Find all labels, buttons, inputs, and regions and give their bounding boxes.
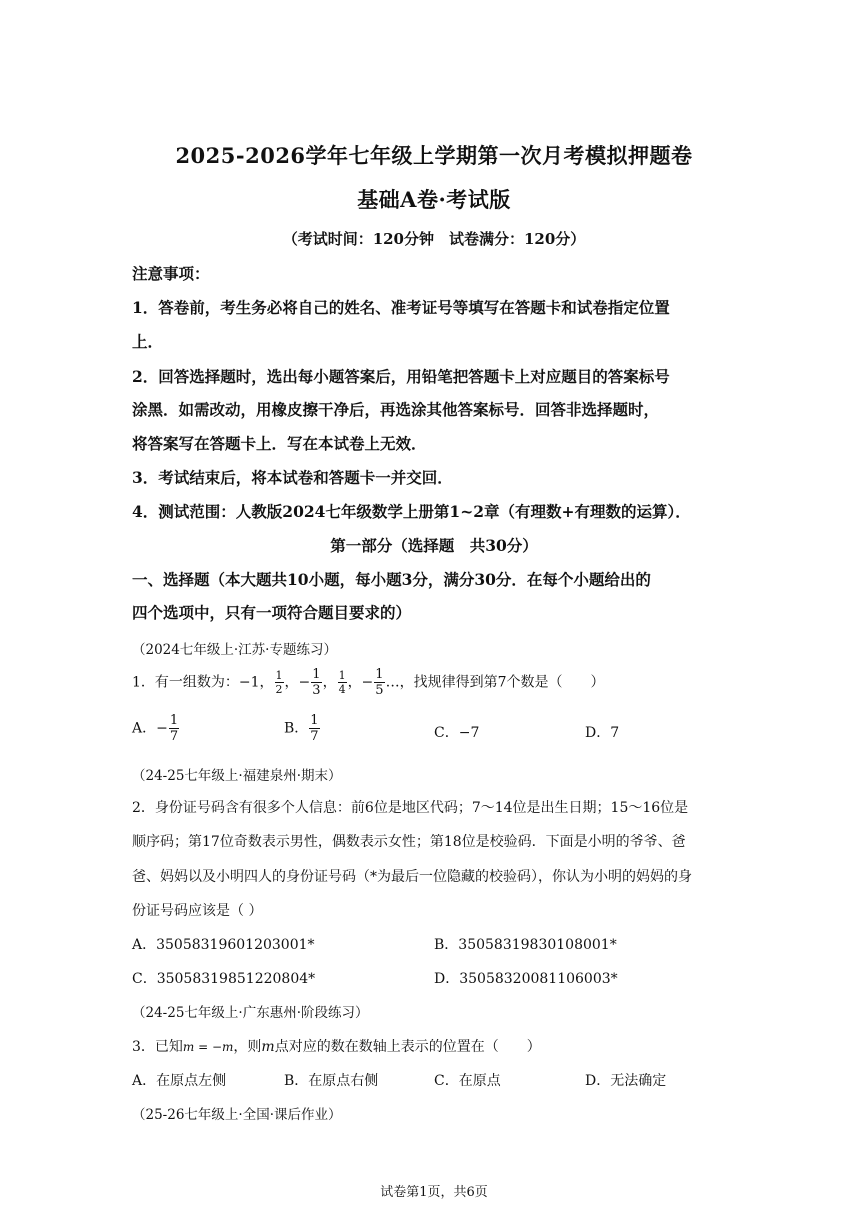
q1-option-b-denominator: 7	[310, 729, 319, 744]
q3-option-a: A．在原点左侧	[132, 1073, 227, 1089]
section-heading: 一、选择题（本大题共10小题，每小题3分，满分30分．在每个小题给出的	[132, 570, 651, 589]
notice-item-1: 1．答卷前，考生务必将自己的姓名、准考证号等填写在答题卡和试卷指定位置	[132, 298, 670, 317]
q3-prefix: 3．已知	[132, 1039, 183, 1055]
notice-item-2-cont: 涂黑．如需改动，用橡皮擦干净后，再选涂其他答案标号．回答非选择题时，	[132, 400, 660, 419]
q2-option-a: A．35058319601203001*	[132, 937, 315, 953]
notice-item-2-cont2: 将答案写在答题卡上．写在本试卷上无效．	[132, 434, 427, 453]
notice-item-1-cont: 上．	[132, 332, 164, 351]
q1-option-a-denominator: 7	[169, 729, 179, 744]
q2-stem-line-3: 爸、妈妈以及小明四人的身份证号码（*为最后一位隐藏的校验码），你认为小明的妈妈的身	[132, 869, 692, 885]
q2-source: （24-25七年级上·福建泉州·期末）	[132, 768, 342, 784]
q1-option-b-numerator: 1	[310, 713, 319, 728]
q1-option-a	[132, 714, 180, 743]
q1-f2-numerator: 1	[312, 667, 321, 682]
q3-option-d: D．无法确定	[585, 1073, 667, 1089]
q2-option-c: C．35058319851220804*	[132, 971, 316, 987]
q1-sep-2: ，	[322, 674, 337, 691]
q3-variable: m	[261, 1039, 275, 1055]
q2-stem-line-2: 顺序码；第17位奇数表示男性，偶数表示女性；第18位是校验码．下面是小明的爷爷、爸	[132, 834, 686, 850]
q3-option-b: B．在原点右侧	[284, 1073, 379, 1089]
q1-option-b-fraction	[309, 714, 319, 743]
section-heading-cont: 四个选项中，只有一项符合题目要求的）	[132, 603, 412, 622]
notice-item-3: 3．考试结束后，将本试卷和答题卡一并交回．	[132, 468, 453, 487]
q1-f2-denominator: 3	[312, 683, 321, 698]
notice-item-2: 2．回答选择题时，选出每小题答案后，用铅笔把答题卡上对应题目的答案标号	[132, 367, 670, 386]
exam-subtitle: 基础A卷·考试版	[357, 187, 511, 212]
notice-item-4: 4．测试范围：人教版2024七年级数学上册第1~2章（有理数+有理数的运算）．	[132, 502, 691, 521]
q1-option-a-fraction	[169, 714, 179, 743]
q1-option-d: D．7	[585, 725, 620, 741]
q1-option-b-label: B．	[284, 720, 309, 737]
q2-stem-line-1: 2．身份证号码含有很多个人信息：前6位是地区代码；7～14位是出生日期；15～16位是	[132, 800, 689, 816]
q1-source: （2024七年级上·江苏·专题练习）	[132, 642, 337, 658]
q1-sep-3: ，−	[347, 674, 374, 691]
q1-f3-numerator: 1	[338, 669, 346, 682]
part1-heading: 第一部分（选择题 共30分）	[330, 536, 538, 555]
q4-source: （25-26七年级上·全国·课后作业）	[132, 1107, 342, 1123]
q2-option-b: B．35058319830108001*	[434, 937, 617, 953]
q1-f1-denominator: 2	[275, 683, 283, 696]
q3-middle: ，则	[233, 1039, 262, 1055]
q3-source: （24-25七年级上·广东惠州·阶段练习）	[132, 1005, 369, 1021]
q1-sep-1: ，−	[284, 674, 311, 691]
q3-suffix: 点对应的数在数轴上表示的位置在（ ）	[274, 1039, 541, 1055]
q2-stem-line-4: 份证号码应该是（ ）	[132, 903, 263, 919]
exam-title: 2025-2026学年七年级上学期第一次月考模拟押题卷	[175, 143, 693, 168]
q3-option-c: C．在原点	[434, 1073, 501, 1089]
q1-f4-denominator: 5	[375, 683, 384, 698]
q1-option-c: C．−7	[434, 725, 480, 741]
notice-heading: 注意事项：	[132, 264, 210, 283]
q1-prefix: 1．有一组数为：−1，	[132, 674, 274, 691]
q3-stem	[132, 1036, 541, 1056]
q1-option-a-label: A．−	[132, 720, 168, 737]
exam-info: （考试时间：120分钟 试卷满分：120分）	[282, 230, 586, 248]
q1-suffix: …，找规律得到第7个数是（ ）	[385, 674, 605, 691]
page-footer: 试卷第1页，共6页	[380, 1185, 488, 1200]
q1-fraction-1	[275, 670, 284, 695]
q3-equation: m = −m	[182, 1040, 234, 1054]
q1-stem	[132, 668, 605, 697]
q1-f3-denominator: 4	[338, 683, 346, 696]
q1-f4-numerator: 1	[375, 667, 384, 682]
q2-option-d: D．35058320081106003*	[434, 971, 618, 987]
q1-fraction-4	[374, 668, 384, 697]
q1-option-a-numerator: 1	[169, 713, 179, 728]
q1-f1-numerator: 1	[275, 669, 283, 682]
q1-fraction-3	[338, 670, 347, 695]
q1-fraction-2	[311, 668, 321, 697]
q1-option-b	[284, 714, 321, 743]
